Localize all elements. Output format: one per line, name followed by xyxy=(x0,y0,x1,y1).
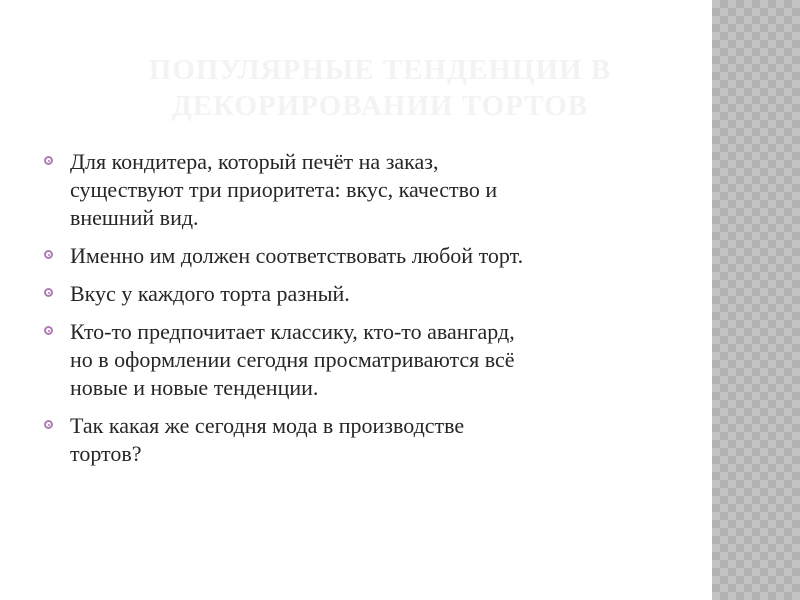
ring-bullet-icon xyxy=(44,288,53,297)
slide-title xyxy=(60,52,700,124)
slide-title-line: ДЕКОРИРОВАНИИ ТОРТОВ xyxy=(171,90,589,122)
bullet-item xyxy=(40,148,680,232)
bullet-text-line: Именно им должен соответствовать любой торт. xyxy=(70,243,524,268)
ring-bullet-icon xyxy=(44,250,53,259)
ring-bullet-icon xyxy=(44,420,53,429)
bullet-text-line: существуют три приоритета: вкус, качество и xyxy=(70,177,498,202)
ring-bullet-icon xyxy=(44,326,53,335)
bullet-text-line: но в оформлении сегодня просматриваются всё xyxy=(70,347,515,372)
bullet-item xyxy=(40,242,680,270)
bullet-list xyxy=(40,148,680,478)
bullet-text-line: Вкус у каждого торта разный. xyxy=(70,281,350,306)
ring-bullet-icon xyxy=(44,156,53,165)
bullet-text-line: Кто-то предпочитает классику, кто-то авангард, xyxy=(70,319,515,344)
bullet-item xyxy=(40,412,680,468)
bullet-text-line: Для кондитера, который печёт на заказ, xyxy=(70,149,439,174)
bullet-text-line: новые и новые тенденции. xyxy=(70,375,319,400)
side-decorative-pattern xyxy=(712,0,800,600)
bullet-text-line: внешний вид. xyxy=(70,205,199,230)
bullet-item xyxy=(40,280,680,308)
bullet-text-line: тортов? xyxy=(70,441,142,466)
bullet-text-line: Так какая же сегодня мода в производстве xyxy=(70,413,465,438)
bullet-item xyxy=(40,318,680,402)
slide-title-line: ПОПУЛЯРНЫЕ ТЕНДЕНЦИИ В xyxy=(148,54,612,86)
